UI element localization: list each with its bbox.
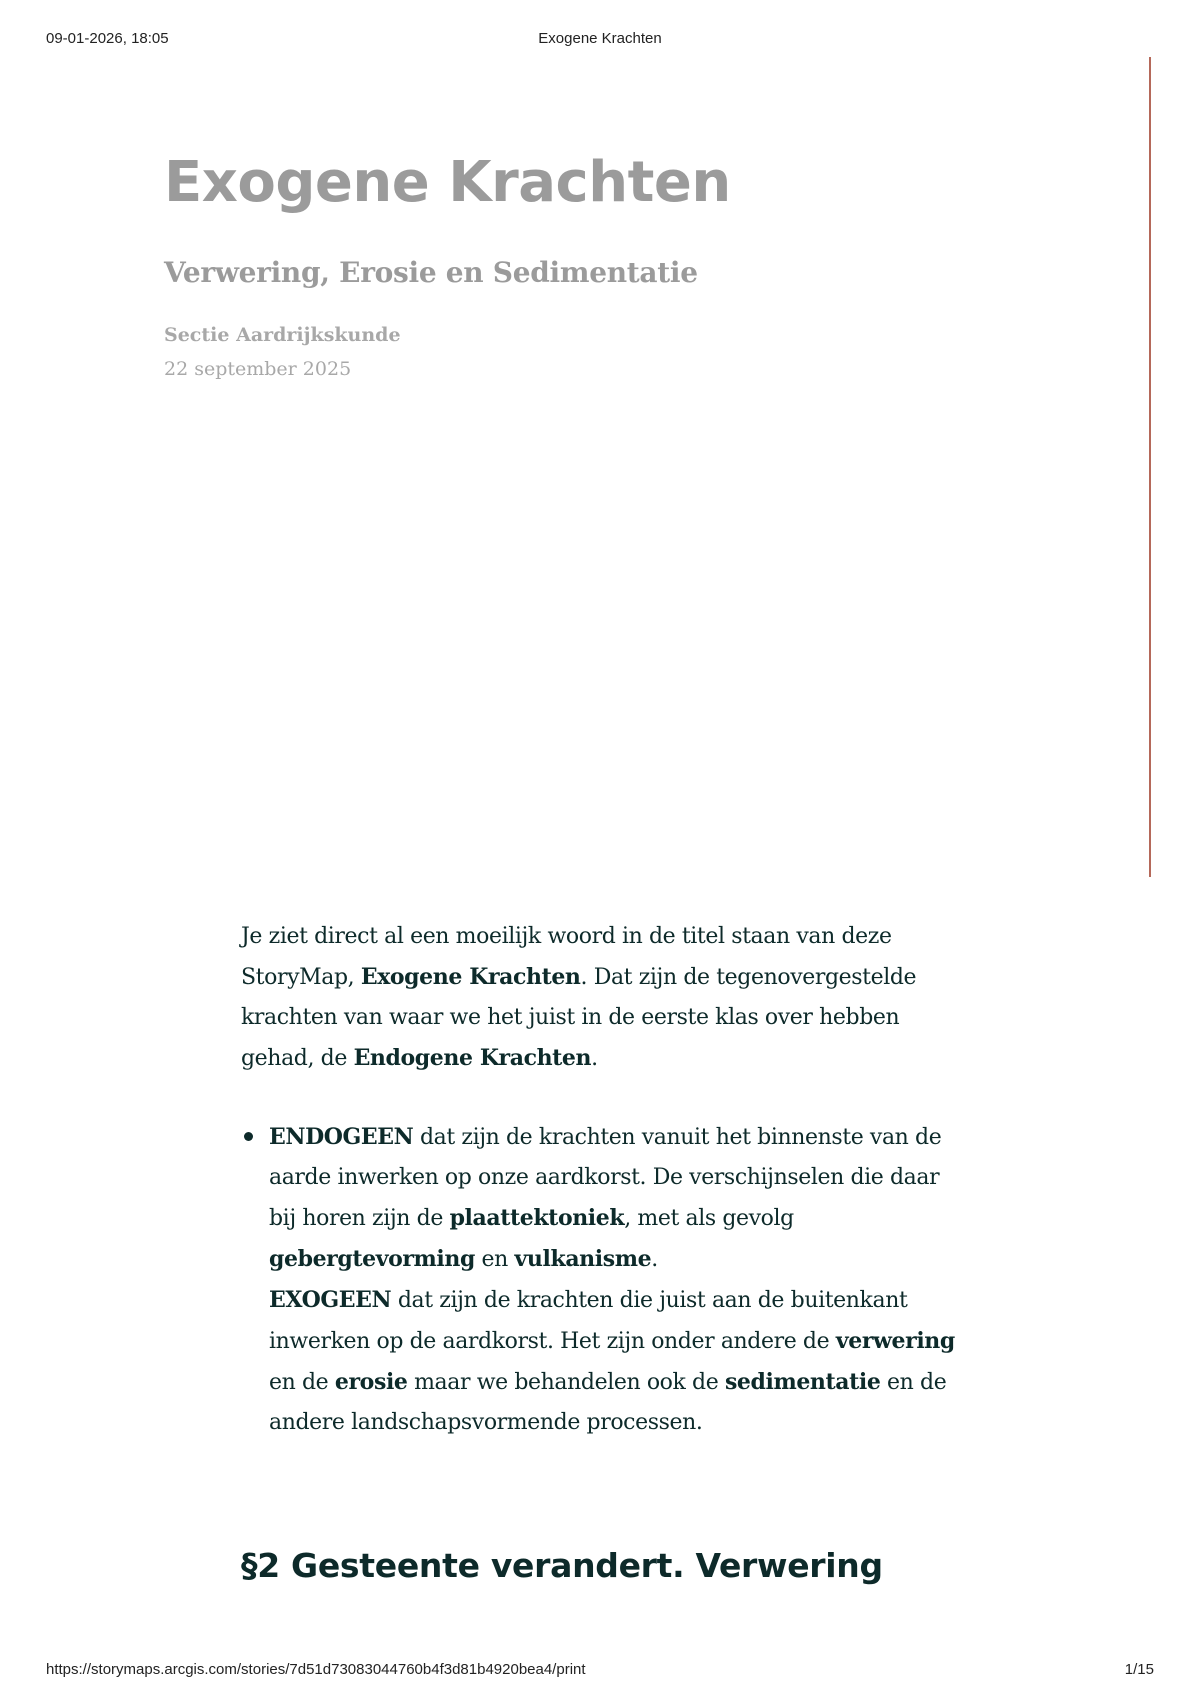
bold-text: ENDOGEEN — [269, 1124, 414, 1150]
intro-text: Je ziet direct al een moeilijk woord in de titel staan van deze StoryMap, — [241, 924, 892, 990]
list-item — [269, 1117, 961, 1443]
endogeen-text — [269, 1125, 941, 1272]
bold-text: gebergtevorming — [269, 1246, 475, 1272]
bold-text: EXOGEEN — [269, 1287, 392, 1313]
story-date: 22 september 2025 — [164, 358, 352, 380]
text: . — [651, 1247, 658, 1272]
intro-bold-endogene: Endogene Krachten — [353, 1045, 592, 1071]
cover-image-edge-line — [1149, 57, 1151, 877]
page-number: 1/15 — [1124, 1661, 1154, 1678]
bullet-list — [241, 1117, 961, 1443]
intro-text: . Dat zijn de tegenovergestelde krachten van waar we het juist in de eerste klas over hebben gehad, de — [241, 965, 917, 1071]
print-datetime: 09-01-2026, 18:05 — [46, 30, 169, 47]
text: dat zijn de krachten vanuit het binnenste van de aarde inwerken op onze aardkorst. De verschijnselen die daar bij horen zijn de — [269, 1125, 942, 1231]
print-page-title: Exogene Krachten — [538, 30, 662, 47]
text: en de andere landschapsvormende processen. — [269, 1370, 947, 1435]
bold-text: plaattektoniek — [449, 1205, 625, 1231]
story-subtitle: Verwering, Erosie en Sedimentatie — [164, 256, 698, 289]
exogeen-text — [269, 1288, 955, 1435]
story-title: Exogene Krachten — [164, 150, 731, 215]
intro-bold-exogene: Exogene Krachten — [360, 964, 581, 990]
bold-text: sedimentatie — [724, 1369, 881, 1395]
bullet-icon — [244, 1132, 253, 1141]
text: en de — [269, 1370, 335, 1395]
story-author: Sectie Aardrijkskunde — [164, 324, 401, 346]
bold-text: vulkanisme — [514, 1246, 652, 1272]
story-body — [241, 917, 961, 1443]
print-url: https://storymaps.arcgis.com/stories/7d51d73083044760b4f3d81b4920bea4/print — [46, 1661, 586, 1678]
bold-text: verwering — [835, 1328, 955, 1354]
section-heading: §2 Gesteente verandert. Verwering — [241, 1546, 883, 1585]
text: dat zijn de krachten die juist aan de buitenkant inwerken op de aardkorst. Het zijn onder andere de — [269, 1288, 908, 1354]
intro-text: . — [591, 1046, 598, 1071]
text: , met als gevolg — [624, 1206, 794, 1231]
bold-text: erosie — [334, 1369, 408, 1395]
intro-paragraph — [241, 917, 961, 1079]
text: maar we behandelen ook de — [407, 1370, 725, 1395]
text: en — [474, 1247, 515, 1272]
